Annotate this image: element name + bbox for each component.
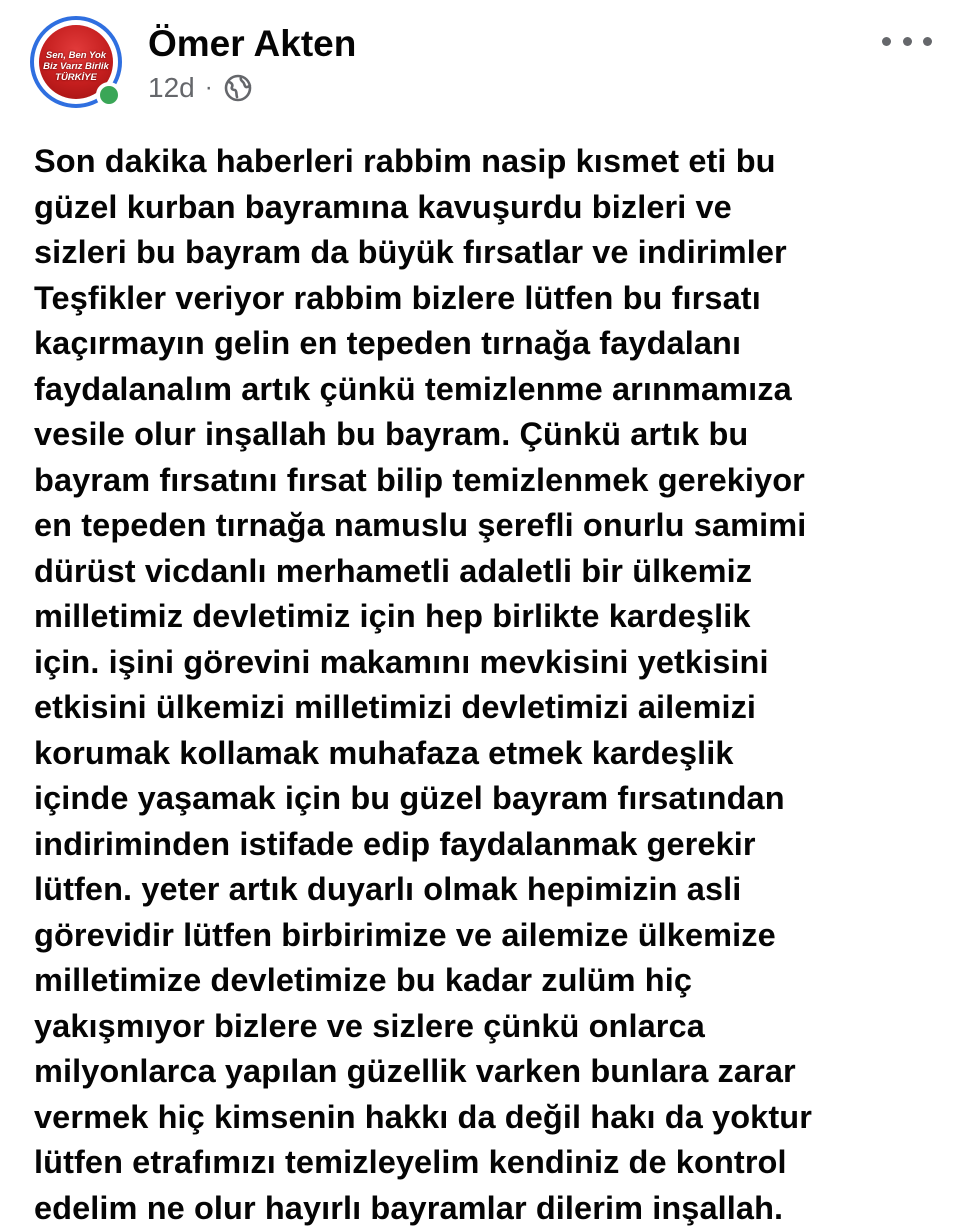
more-horizontal-icon[interactable] (882, 26, 932, 56)
post-header (0, 0, 962, 120)
avatar-text-line: Biz Varız Birlik (39, 62, 113, 72)
dot-icon (923, 37, 932, 46)
post-text-line: milyonlarca yapılan güzellik varken bunlara zarar (34, 1049, 934, 1095)
post-text-line: içinde yaşamak için bu güzel bayram fırsatından (34, 776, 934, 822)
post-text-line: edelim ne olur hayırlı bayramlar dilerim inşallah. (34, 1186, 934, 1231)
post-text-line: lütfen etrafımızı temizleyelim kendiniz de kontrol (34, 1140, 934, 1186)
post-text-line: lütfen. yeter artık duyarlı olmak hepimizin asli (34, 867, 934, 913)
post-text-line: Son dakika haberleri rabbim nasip kısmet eti bu (34, 139, 934, 185)
post-text-line: vermek hiç kimsenin hakkı da değil hakı da yoktur (34, 1095, 934, 1141)
post-text-line: milletimiz devletimiz için hep birlikte kardeşlik (34, 594, 934, 640)
avatar[interactable] (30, 16, 128, 114)
post-text-line: kaçırmayın gelin en tepeden tırnağa faydalanı (34, 321, 934, 367)
post-text-line: Teşfikler veriyor rabbim bizlere lütfen bu fırsatı (34, 276, 934, 322)
avatar-text-line: Sen, Ben Yok (39, 51, 113, 61)
post-text-line: bayram fırsatını fırsat bilip temizlenmek gerekiyor (34, 458, 934, 504)
meta-separator: · (205, 74, 213, 102)
post-text-line: faydalanalım artık çünkü temizlenme arınmamıza (34, 367, 934, 413)
post-text-line: milletimize devletimize bu kadar zulüm hiç (34, 958, 934, 1004)
post-meta (148, 70, 253, 106)
post-text-line: korumak kollamak muhafaza etmek kardeşlik (34, 731, 934, 777)
post-text-line: yakışmıyor bizlere ve sizlere çünkü onlarca (34, 1004, 934, 1050)
dot-icon (903, 37, 912, 46)
post-text-line: için. işini görevini makamını mevkisini yetkisini (34, 640, 934, 686)
post-text-line: dürüst vicdanlı merhametli adaletli bir ülkemiz (34, 549, 934, 595)
globe-icon[interactable] (223, 73, 253, 103)
post-text-line: sizleri bu bayram da büyük fırsatlar ve indirimler (34, 230, 934, 276)
online-status-badge (96, 82, 122, 108)
post-text-line: en tepeden tırnağa namuslu şerefli onurlu samimi (34, 503, 934, 549)
post-text (34, 139, 934, 1231)
post-timestamp[interactable]: 12d (148, 72, 195, 104)
post-text-line: görevidir lütfen birbirimize ve ailemize ülkemize (34, 913, 934, 959)
post-text-line: etkisini ülkemizi milletimizi devletimizi ailemizi (34, 685, 934, 731)
post-text-line: vesile olur inşallah bu bayram. Çünkü artık bu (34, 412, 934, 458)
dot-icon (882, 37, 891, 46)
post-text-line: güzel kurban bayramına kavuşurdu bizleri ve (34, 185, 934, 231)
avatar-text-line: TÜRKİYE (39, 73, 113, 83)
author-name[interactable]: Ömer Akten (148, 22, 356, 66)
post-text-line: indiriminden istifade edip faydalanmak gerekir (34, 822, 934, 868)
